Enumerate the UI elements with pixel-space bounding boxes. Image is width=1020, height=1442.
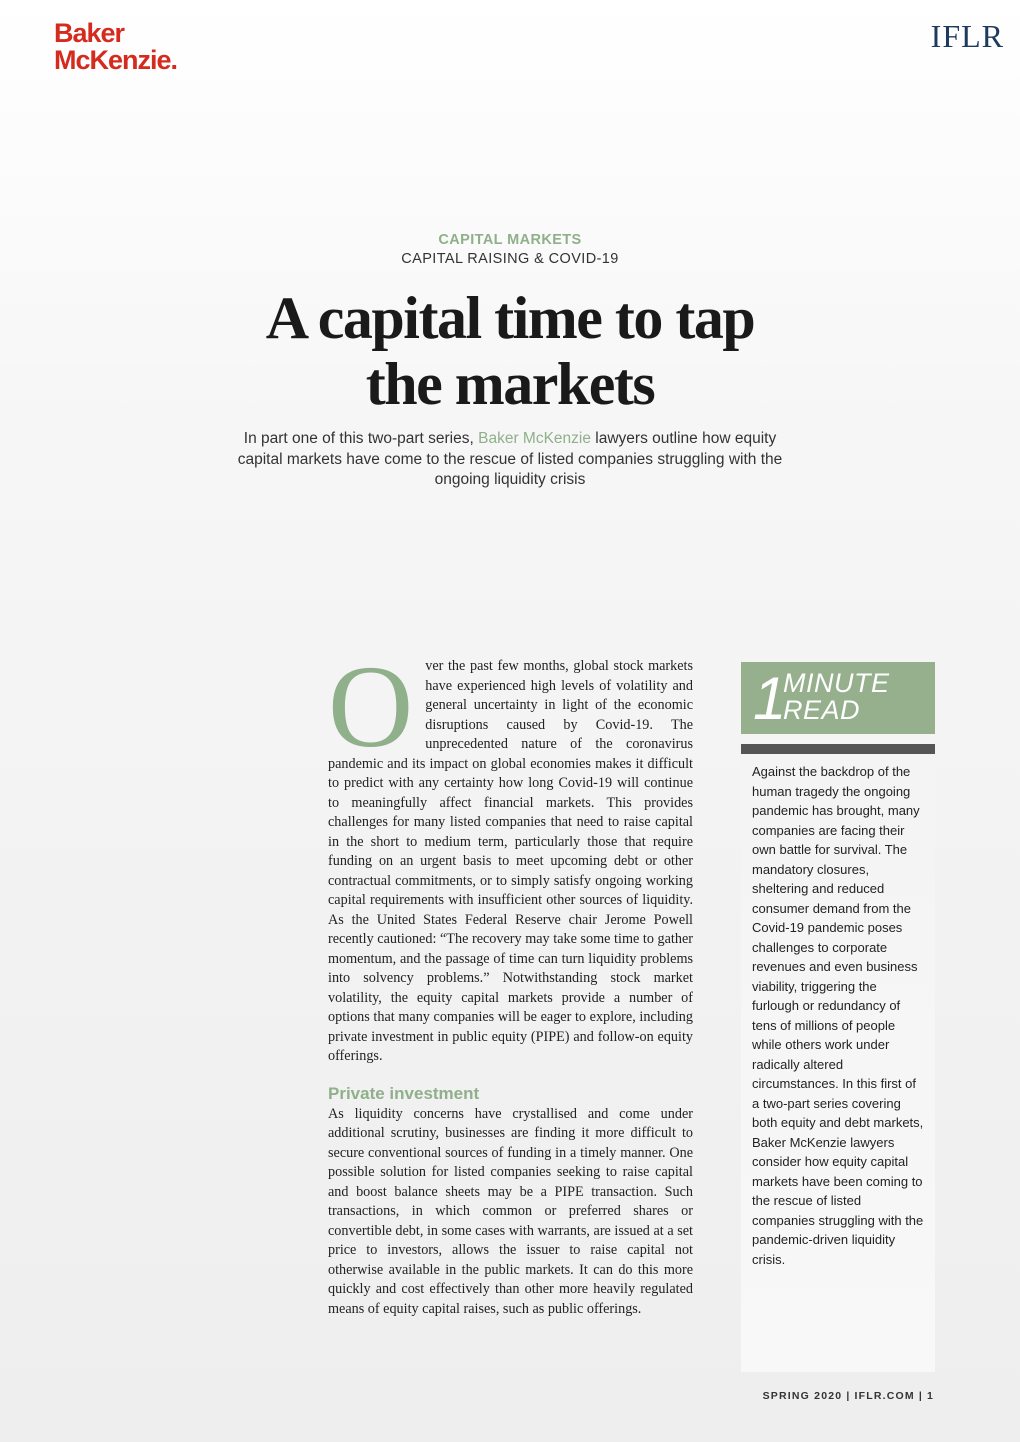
article-header <box>0 232 1020 491</box>
baker-mckenzie-logo <box>54 20 177 73</box>
title-line-1: A capital time to tap <box>265 285 755 351</box>
standfirst <box>230 429 790 491</box>
article-title <box>160 285 860 417</box>
footer-issue: SPRING 2020 <box>762 1390 843 1402</box>
sidebar-minute: MINUTE <box>783 668 890 698</box>
sidebar-divider <box>741 744 935 754</box>
sidebar-header <box>741 662 935 734</box>
standfirst-highlight: Baker McKenzie <box>478 430 591 447</box>
article-body <box>328 641 693 1319</box>
paragraph-1: ver the past few months, global stock markets have experienced high levels of volatility and general uncertainty in light of the economic disruptions caused by Covid-19. The unprecedented nature of the coronavirus pandemic and its impact on global economies makes it difficult to predict with any certainty how long Covid-19 will continue to meaningfully affect financial markets. This provides challenges for many listed companies that need to raise capital in the short to medium term, particularly those that require funding on an urgent basis to meet upcoming debt or other contractual commitments, or to simply satisfy ongoing working capital requirements with insufficient other sources of liquidity. As the United States Federal Reserve chair Jerome Powell recently cautioned: “The recovery may take some time to gather momentum, and the passage of time can turn liquidity problems into solvency problems.” Notwithstanding stock market volatility, the equity capital markets provide a number of options that many companies will be eager to explore, including private investment in public equity (PIPE) and follow-on equity offerings. <box>328 658 693 1064</box>
standfirst-pre: In part one of this two-part series, <box>243 430 479 447</box>
section-label: CAPITAL MARKETS <box>438 232 582 248</box>
logo-line-1: Baker <box>54 18 125 48</box>
iflr-logo: IFLR <box>930 18 1004 54</box>
page-number: 1 <box>926 1390 934 1402</box>
paragraph-2: As liquidity concerns have crystallised and come under additional scrutiny, businesses are finding it more difficult to secure conventional sources of funding in a timely manner. One possible solution for listed companies seeking to raise capital and boost balance sheets may be a PIPE transaction. Such transactions, in which common or preferred shares or convertible debt, in some cases with warrants, are issued at a set price to investors, allows the issuer to raise capital not otherwise available in the public markets. It can do this more quickly and cost effectively than other more heavily regulated means of equity capital raises, such as public offerings. <box>328 1105 693 1317</box>
standfirst-post: lawyers outline how equity capital markets have come to the rescue of listed companies struggling with the ongoing liquidity crisis <box>237 430 783 488</box>
sidebar-text: Against the backdrop of the human tragedy the ongoing pandemic has brought, many companies are facing their own battle for survival. The mandatory closures, sheltering and reduced consumer demand from the Covid-19 pandemic poses challenges to corporate revenues and even business viability, triggering the furlough or redundancy of tens of millions of people while others work under radically altered circumstances. In this first of a two-part series covering both equity and debt markets, Baker McKenzie lawyers consider how equity capital markets have been coming to the rescue of listed companies struggling with the pandemic-driven liquidity crisis. <box>752 764 924 1267</box>
page-footer <box>763 1390 934 1402</box>
sidebar-read: READ <box>783 695 861 725</box>
sidebar-number: 1 <box>753 665 787 732</box>
section-heading: Private investment <box>328 1083 480 1103</box>
footer-separator: | <box>846 1390 851 1402</box>
logo-line-2: McKenzie. <box>54 45 178 75</box>
subsection-label: CAPITAL RAISING & COVID-19 <box>401 251 619 267</box>
drop-cap: O <box>328 641 414 772</box>
title-line-2: the markets <box>365 351 655 417</box>
sidebar-summary <box>741 662 935 1372</box>
footer-site: IFLR.COM <box>854 1390 915 1402</box>
footer-separator: | <box>918 1390 923 1402</box>
